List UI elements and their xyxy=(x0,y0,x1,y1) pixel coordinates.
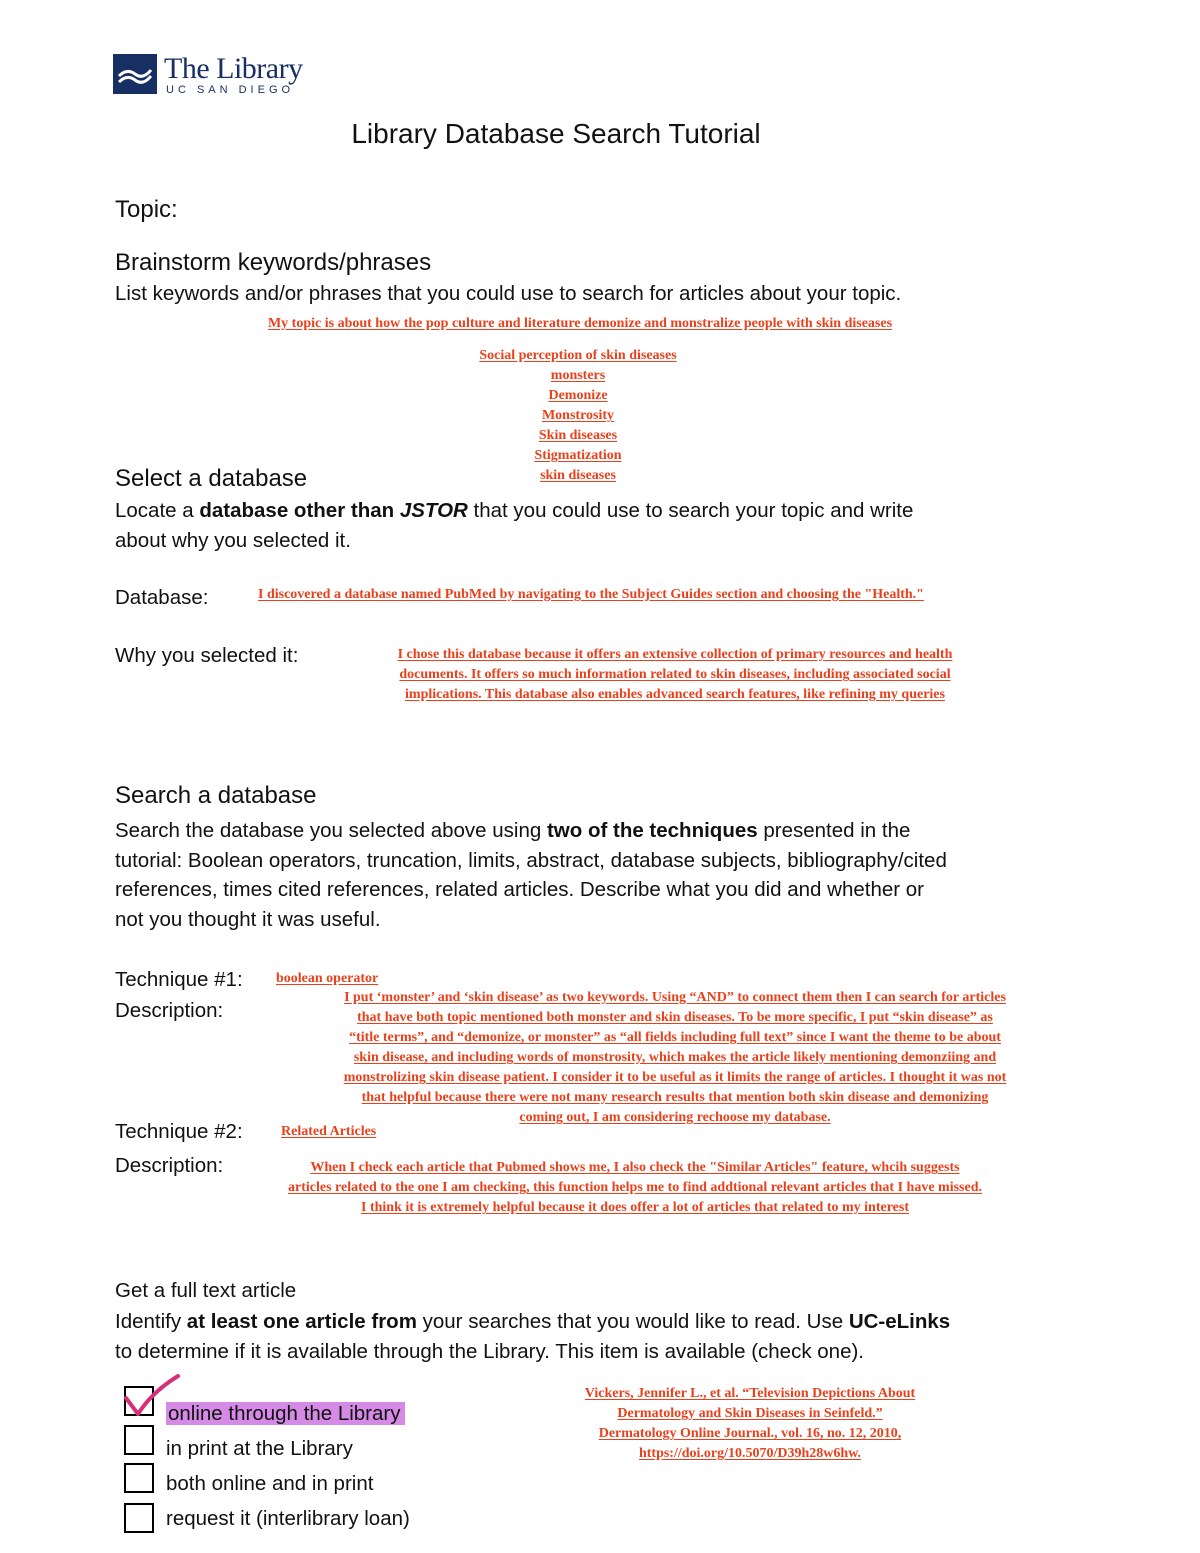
citation: Vickers, Jennifer L., et al. “Television Depictions About Dermatology and Skin Diseases in Seinfeld.” Dermatology Online Journal., vol. 16, no. 12, 2010, https://doi.org/10.5070/D39h28w6hw. xyxy=(584,1386,916,1461)
logo-sub: UC SAN DIEGO xyxy=(166,84,295,96)
keyword-item: Skin diseases xyxy=(538,428,618,443)
fulltext-instruction: Identify at least one article from your searches that you would like to read. Use UC-eLinks to determine if it is available through the Library. This item is available (check one). xyxy=(115,1310,951,1363)
database-answer: I discovered a database named PubMed by navigating to the Subject Guides section and choosing the "Health." xyxy=(258,587,924,602)
keyword-item: monsters xyxy=(550,368,606,383)
brainstorm-instruction: List keywords and/or phrases that you could use to search for articles about your topic. xyxy=(115,282,902,305)
why-answer: I chose this database because it offers an extensive collection of primary resources and health documents. It offers so much information related to skin diseases, including associated social implications. This database also enables advanced search features, like refining my queries xyxy=(397,647,953,702)
checkbox-print[interactable] xyxy=(124,1425,154,1455)
keyword-item: Demonize xyxy=(548,388,608,403)
description-2-label: Description: xyxy=(115,1154,224,1177)
fulltext-heading: Get a full text article xyxy=(115,1279,297,1302)
checkbox-request[interactable] xyxy=(124,1503,154,1533)
description-1-label: Description: xyxy=(115,999,224,1022)
technique-2-value: Related Articles xyxy=(281,1124,377,1139)
page-title: Library Database Search Tutorial xyxy=(351,118,761,149)
keyword-item: Monstrosity xyxy=(541,408,615,423)
option-print: in print at the Library xyxy=(166,1437,353,1460)
keyword-item: skin diseases xyxy=(540,468,616,483)
technique-1-value: boolean operator xyxy=(276,971,379,986)
keyword-item: Stigmatization xyxy=(534,448,622,463)
search-instruction: Search the database you selected above using two of the techniques presented in the tutorial: Boolean operators, truncation, limits, abstract, database subjects, bibliography/cited references, times cited references, related articles. Describe what you did and whether or not you thought it was useful. xyxy=(115,819,947,931)
option-both: both online and in print xyxy=(166,1472,374,1495)
select-heading: Select a database xyxy=(115,465,308,492)
checkbox-both[interactable] xyxy=(124,1463,154,1493)
option-online: online through the Library xyxy=(166,1399,405,1429)
technique-1-description: I put ‘monster’ and ‘skin disease’ as two keywords. Using “AND” to connect them then I can search for articles that have both topic mentioned both monster and skin diseases. To be more specific, I put “skin disease” as “title terms”, and “demonize, or monster” as “all fields including full text” since I want the theme to be about skin disease, and including words of monstrosity, which makes the article likely mentioning demonziing and monstrolizing skin disease patient. I consider it to be useful as it limits the range of articles. I thought it was not that helpful because there were not many research results that mention both skin disease and demonizing coming out, I am considering rechoose my database. xyxy=(343,990,1007,1125)
library-wave-icon xyxy=(113,54,157,94)
brainstorm-heading: Brainstorm keywords/phrases xyxy=(115,249,432,276)
keyword-list xyxy=(478,346,678,486)
database-label: Database: xyxy=(115,586,209,609)
checkmark-icon xyxy=(120,1372,190,1427)
select-instruction: Locate a database other than JSTOR that you could use to search your topic and write about why you selected it. xyxy=(115,499,914,552)
topic-label: Topic: xyxy=(115,196,178,223)
option-request: request it (interlibrary loan) xyxy=(166,1507,410,1530)
topic-answer: My topic is about how the pop culture and literature demonize and monstralize people with skin diseases xyxy=(267,316,893,331)
technique-2-label: Technique #2: xyxy=(115,1120,243,1143)
search-heading: Search a database xyxy=(115,782,317,809)
technique-1-label: Technique #1: xyxy=(115,968,243,991)
technique-2-description: When I check each article that Pubmed shows me, I also check the "Similar Articles" feature, whcih suggests articles related to the one I am checking, this function helps me to find addtional relevant articles that I have missed. I think it is extremely helpful because it does offer a lot of articles that related to my interest xyxy=(287,1160,982,1215)
logo-name: The Library xyxy=(164,52,303,85)
why-label: Why you selected it: xyxy=(115,644,299,667)
keyword-item: Social perception of skin diseases xyxy=(479,348,677,363)
